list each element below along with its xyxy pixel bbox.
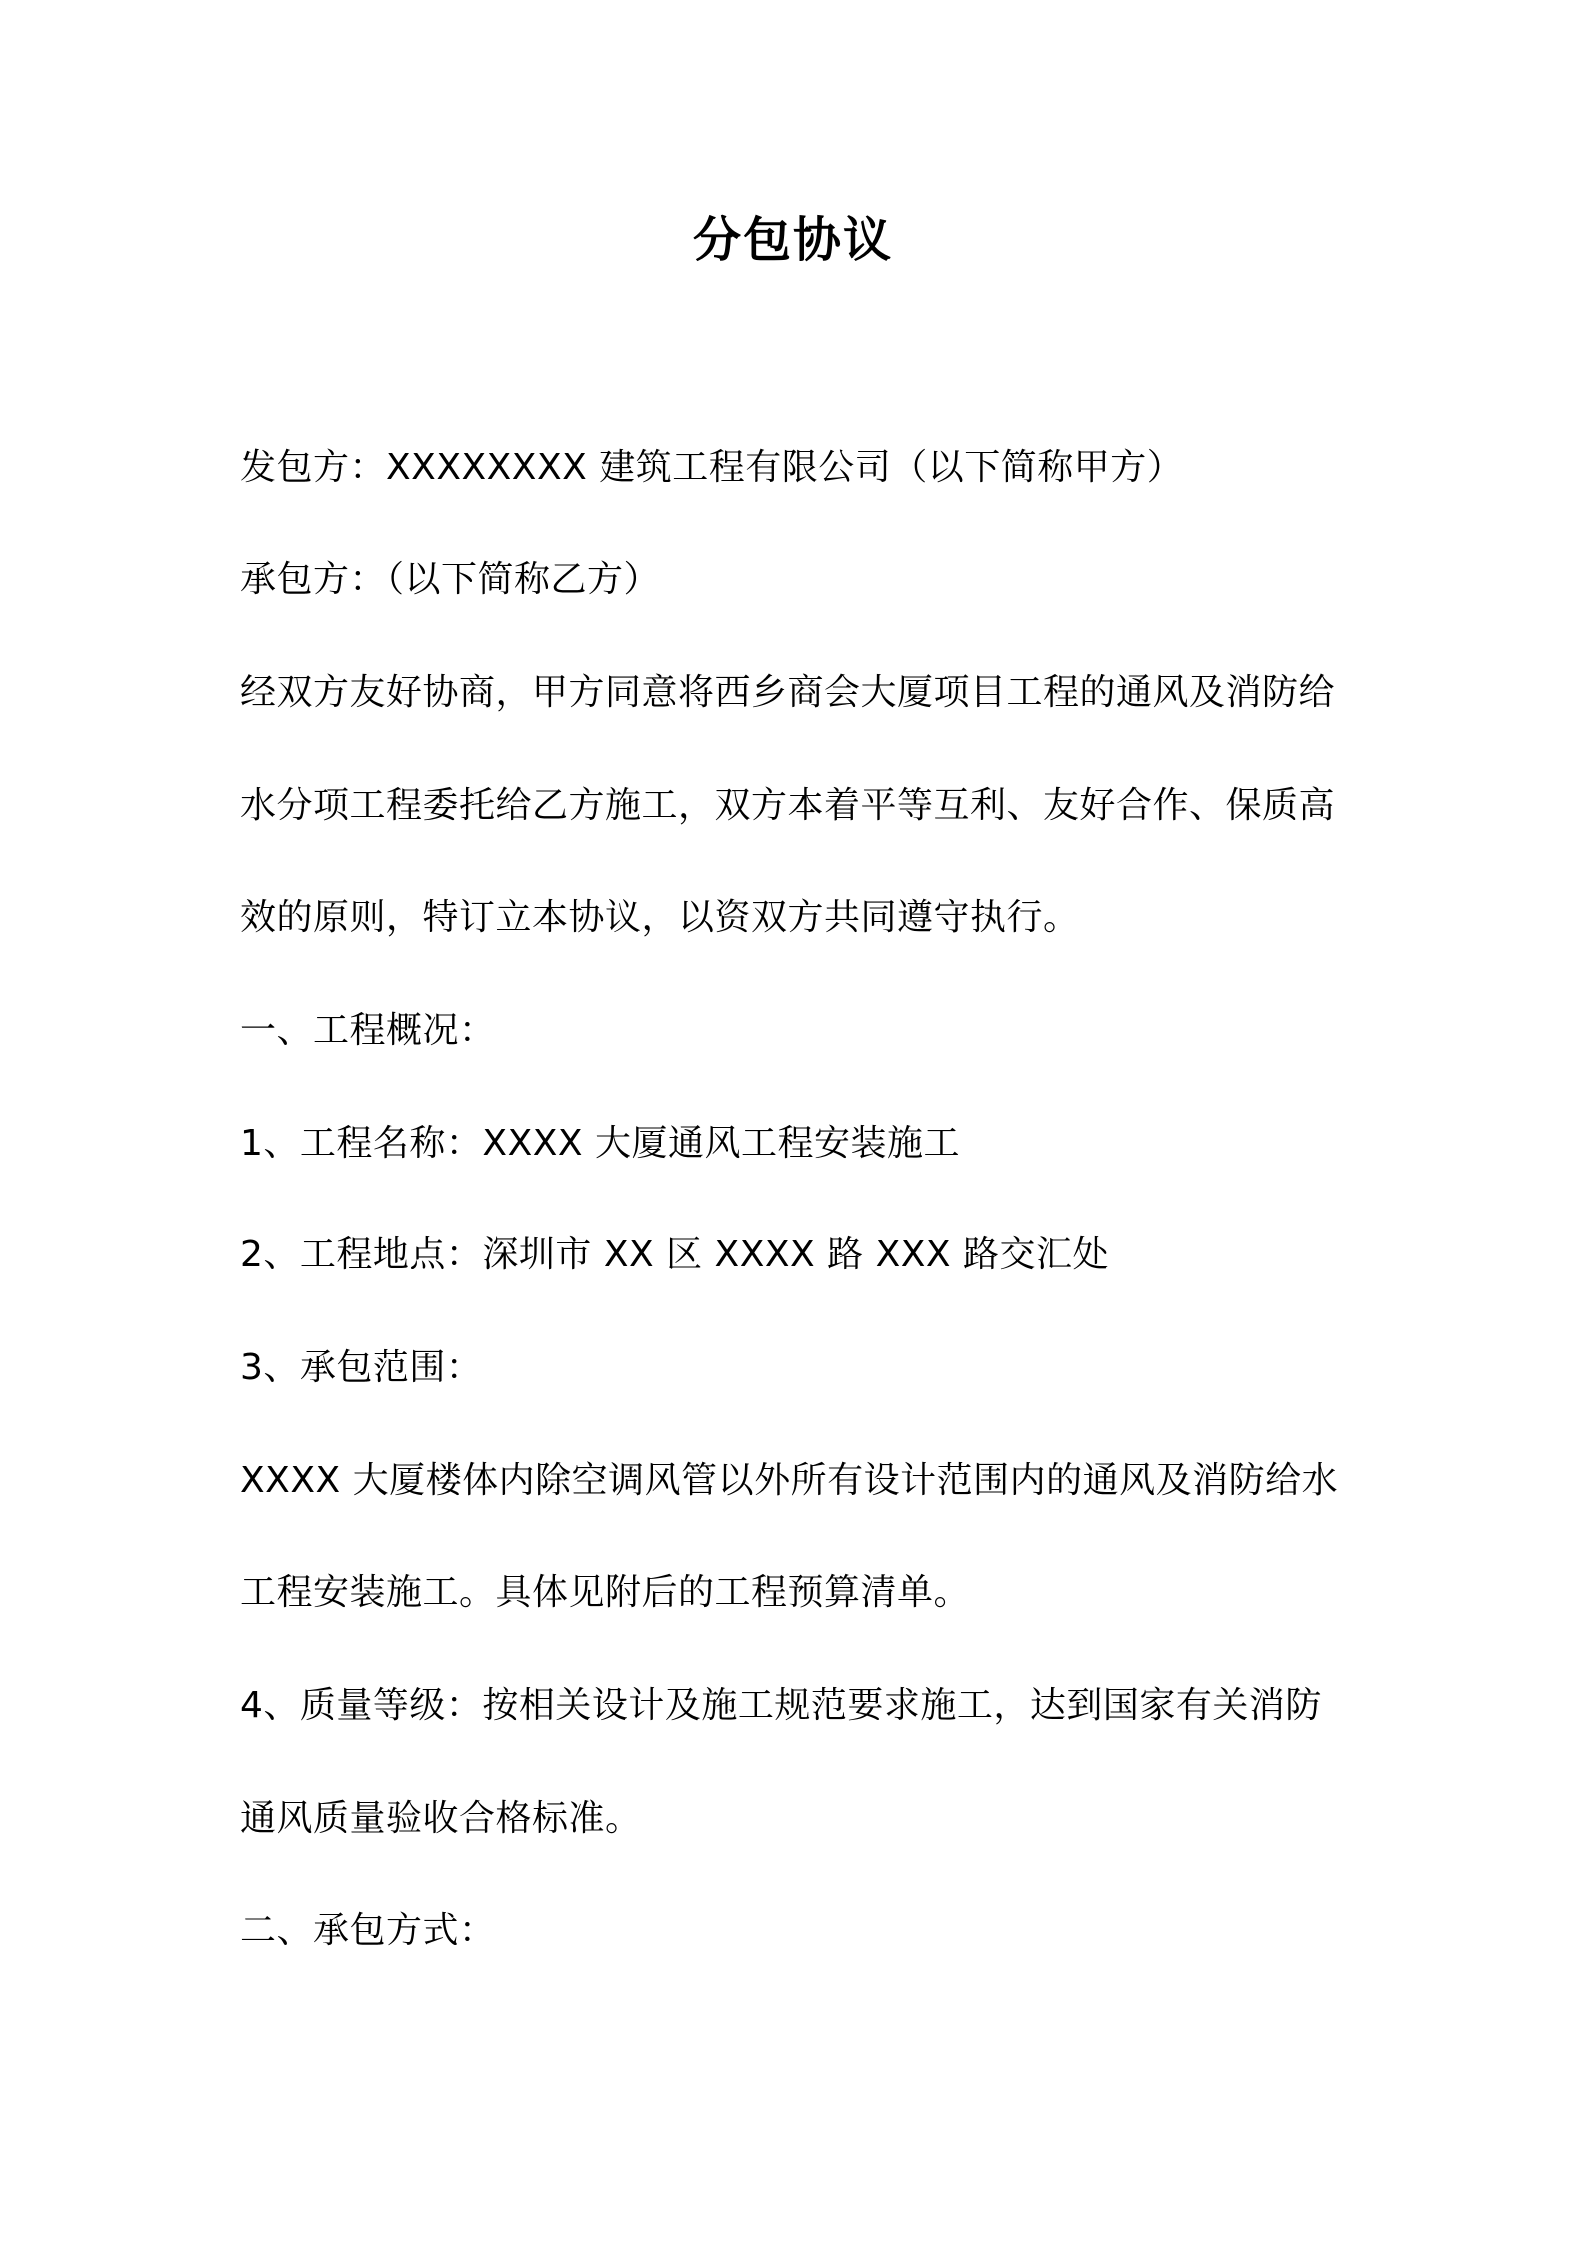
preamble-line-3: 效的原则，特订立本协议，以资双方共同遵守执行。 [240, 897, 1080, 938]
project-name-line: 1、工程名称：XXXX 大厦通风工程安装施工 [240, 1123, 960, 1164]
scope-line-1: XXXX 大厦楼体内除空调风管以外所有设计范围内的通风及消防给水 [240, 1460, 1339, 1501]
quality-line-2: 通风质量验收合格标准。 [240, 1798, 642, 1839]
scope-line-2: 工程安装施工。具体见附后的工程预算清单。 [240, 1572, 971, 1613]
preamble-line-2: 水分项工程委托给乙方施工，双方本着平等互利、友好合作、保质高 [240, 785, 1336, 826]
quality-line-1: 4、质量等级：按相关设计及施工规范要求施工，达到国家有关消防 [240, 1685, 1322, 1726]
section-heading-2: 二、承包方式： [240, 1910, 496, 1951]
section-heading-1: 一、工程概况： [240, 1010, 496, 1051]
preamble-line-1: 经双方友好协商，甲方同意将西乡商会大厦项目工程的通风及消防给 [240, 672, 1336, 713]
document-title: 分包协议 [692, 212, 893, 268]
party-b-line: 承包方：（以下简称乙方） [240, 559, 661, 600]
project-location-line: 2、工程地点：深圳市 XX 区 XXXX 路 XXX 路交汇处 [240, 1234, 1110, 1275]
scope-heading-line: 3、承包范围： [240, 1347, 483, 1388]
party-a-line: 发包方：XXXXXXXX 建筑工程有限公司（以下简称甲方） [240, 447, 1184, 488]
